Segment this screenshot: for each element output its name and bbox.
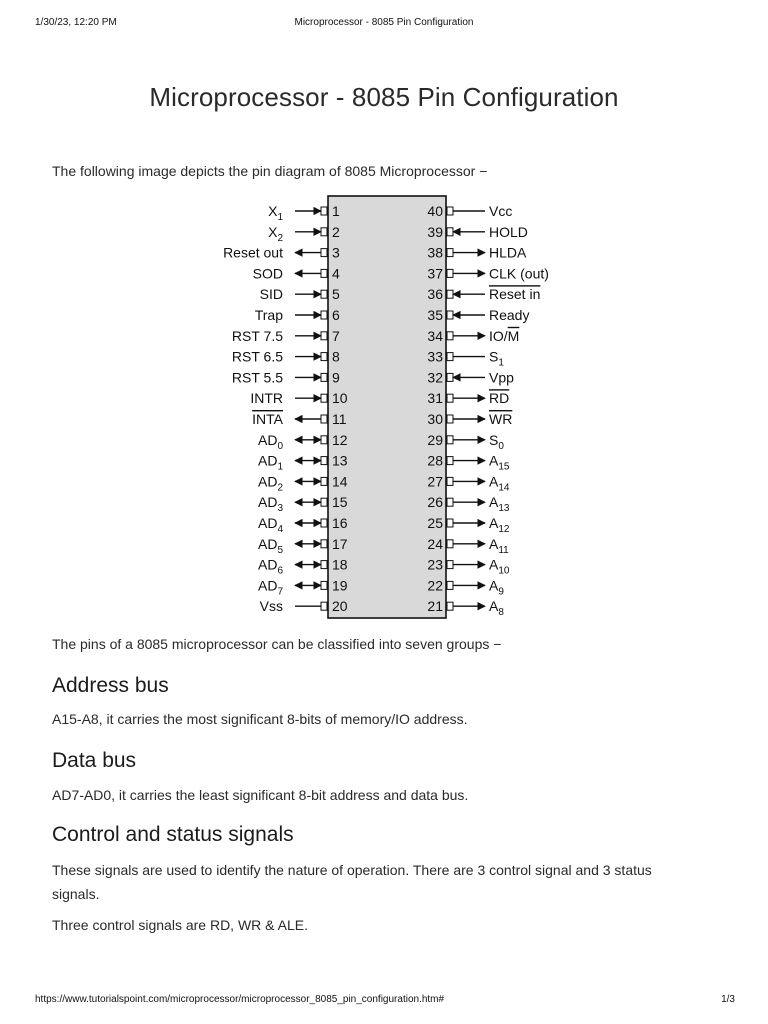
pin-label: RST 6.5 — [231, 348, 283, 365]
pin-38 — [427, 245, 527, 261]
pin-label: SID — [259, 286, 283, 303]
pin-7 — [232, 328, 340, 344]
pin-label: $AD_1$ — [257, 452, 283, 473]
pin-label: $AD_6$ — [257, 556, 283, 577]
pin-pad — [321, 311, 327, 319]
pin-40 — [427, 203, 512, 219]
pin-number: 13 — [332, 452, 348, 469]
pin-number: 18 — [332, 556, 348, 573]
pin-pad — [447, 332, 453, 340]
pin-number: 22 — [427, 577, 443, 594]
pin-number: 5 — [332, 286, 340, 303]
pin-label: $A_{13}$ — [489, 494, 510, 515]
pin-label: RST 5.5 — [231, 369, 283, 386]
pin-pad — [447, 207, 453, 215]
pin-34 — [427, 328, 519, 344]
pin-pad — [447, 561, 453, 569]
pin-label: CLK (out) — [489, 265, 549, 282]
pin-3 — [223, 245, 340, 261]
pin-label: $AD_0$ — [257, 431, 283, 452]
pin-number: 8 — [332, 348, 340, 365]
pin-pad — [321, 519, 327, 527]
pin-label: HLDA — [489, 244, 527, 261]
pin-label: $A_{14}$ — [489, 473, 510, 494]
pin-label: Vpp — [489, 369, 514, 386]
pin-label: Vcc — [489, 203, 513, 219]
pin-pad — [321, 415, 327, 423]
pin-number: 10 — [332, 390, 348, 407]
pin-pad — [321, 228, 327, 236]
pin-number: 24 — [427, 535, 443, 552]
pin-label: $AD_2$ — [257, 473, 283, 494]
pin-label: $A_9$ — [489, 577, 504, 598]
pin-pad — [447, 249, 453, 257]
pin-number: 38 — [427, 244, 443, 261]
pin-10 — [250, 390, 347, 406]
pin-label: Ready — [489, 307, 530, 323]
pin-pad — [321, 498, 327, 506]
pin-label: $AD_3$ — [257, 494, 283, 515]
pin-pad — [321, 373, 327, 381]
pin-pad — [447, 373, 453, 381]
pin-pad — [321, 581, 327, 589]
pin-label: $AD_4$ — [257, 515, 283, 535]
pin-pad — [447, 498, 453, 506]
pin-label: $A_{12}$ — [489, 515, 510, 535]
pin-39 — [427, 224, 527, 240]
pin-label: $A_{15}$ — [489, 452, 510, 473]
pin-number: 36 — [427, 286, 443, 303]
print-datetime: 1/30/23, 12:20 PM — [35, 17, 117, 28]
pin-11 — [252, 411, 347, 427]
pin-number: 14 — [332, 473, 348, 490]
print-url: https://www.tutorialspoint.com/microprocessor/microprocessor_8085_pin_configuration.htm# — [35, 994, 445, 1005]
heading-address-bus: Address bus — [52, 674, 169, 697]
pin-number: 9 — [332, 369, 340, 386]
pin-pad — [447, 581, 453, 589]
pin-number: 35 — [427, 307, 443, 323]
pin-31 — [427, 390, 509, 406]
pin-pad — [321, 457, 327, 465]
pin-number: 17 — [332, 535, 348, 552]
pin-number: 12 — [332, 431, 348, 448]
pin-number: 20 — [332, 598, 348, 615]
pin-label: HOLD — [489, 223, 528, 240]
pin-label: $X_2$ — [268, 223, 283, 244]
pin-pad — [447, 602, 453, 610]
pin-30 — [427, 411, 512, 427]
pin-9 — [232, 369, 340, 385]
pin-pad — [447, 353, 453, 361]
pin-label: INTR — [250, 390, 283, 407]
control-signals-text: Three control signals are RD, WR & ALE. — [52, 917, 308, 933]
pin-number: 4 — [332, 265, 340, 282]
pin-number: 7 — [332, 327, 340, 344]
pin-diagram-8085 — [200, 193, 570, 623]
pin-number: 26 — [427, 494, 443, 511]
pin-number: 15 — [332, 494, 348, 511]
pin-label: $X_1$ — [268, 203, 283, 223]
pin-number: 28 — [427, 452, 443, 469]
pin-number: 32 — [427, 369, 443, 386]
pin-number: 19 — [332, 577, 348, 594]
pin-pad — [447, 415, 453, 423]
pin-number: 21 — [427, 598, 443, 615]
pin-35 — [427, 307, 529, 323]
intro-paragraph: The following image depicts the pin diagram of 8085 Microprocessor − — [52, 163, 488, 179]
pin-8 — [232, 349, 340, 365]
pin-label: INTA — [252, 411, 283, 427]
pin-number: 2 — [332, 223, 340, 240]
pin-pad — [321, 436, 327, 444]
pin-pad — [447, 457, 453, 465]
pin-number: 6 — [332, 307, 340, 323]
pin-number: 40 — [427, 203, 443, 219]
pin-pad — [321, 332, 327, 340]
pin-number: 37 — [427, 265, 443, 282]
data-bus-text: AD7-AD0, it carries the least significant 8-bit address and data bus. — [52, 787, 469, 803]
pin-label: RST 7.5 — [231, 327, 283, 344]
pin-label: $S_0$ — [489, 431, 504, 452]
pin-pad — [321, 561, 327, 569]
heading-data-bus: Data bus — [52, 749, 137, 772]
pin-pad — [321, 249, 327, 257]
classification-paragraph: The pins of a 8085 microprocessor can be classified into seven groups − — [52, 636, 502, 652]
pin-label: $A_{11}$ — [489, 535, 509, 556]
pin-label: Reset in — [489, 286, 541, 303]
pin-pad — [447, 477, 453, 485]
pin-pad — [321, 353, 327, 361]
pin-number: 1 — [332, 203, 340, 219]
pin-20 — [260, 598, 348, 614]
pin-pad — [447, 290, 453, 298]
pin-label: Reset out — [223, 244, 283, 261]
control-status-text-1: These signals are used to identify the nature of operation. There are 3 control signal and 3 status — [52, 862, 652, 878]
pin-number: 30 — [427, 411, 443, 427]
pin-pad — [447, 228, 453, 236]
pin-number: 27 — [427, 473, 443, 490]
pin-number: 23 — [427, 556, 443, 573]
pin-pad — [447, 394, 453, 402]
pin-label: $S_1$ — [489, 348, 504, 369]
pin-pad — [447, 540, 453, 548]
heading-control-status: Control and status signals — [52, 823, 294, 846]
pin-pad — [321, 540, 327, 548]
pin-label: Vss — [259, 598, 283, 615]
pin-pad — [321, 269, 327, 277]
print-page-number: 1/3 — [721, 994, 735, 1005]
pin-4 — [253, 265, 340, 281]
pin-pad — [447, 311, 453, 319]
pin-number: 31 — [427, 390, 443, 407]
control-status-text-2: signals. — [52, 886, 100, 902]
print-page-title: Microprocessor - 8085 Pin Configuration — [294, 17, 474, 28]
pin-pad — [321, 477, 327, 485]
pin-label: SOD — [252, 265, 283, 282]
pin-label: WR — [489, 411, 513, 427]
pin-pad — [447, 436, 453, 444]
pin-number: 39 — [427, 223, 443, 240]
pin-pad — [321, 207, 327, 215]
pin-label: $AD_7$ — [257, 577, 283, 598]
pin-pad — [447, 519, 453, 527]
pin-label: Trap — [254, 307, 283, 323]
pin-32 — [427, 369, 514, 385]
pin-number: 11 — [332, 411, 347, 427]
pin-number: 3 — [332, 244, 340, 261]
pin-pad — [321, 290, 327, 298]
pin-number: 16 — [332, 515, 348, 531]
pin-number: 29 — [427, 431, 443, 448]
pin-pad — [321, 394, 327, 402]
pin-label: $A_8$ — [489, 598, 504, 619]
pin-pad — [321, 602, 327, 610]
pin-number: 33 — [427, 348, 443, 365]
pin-label: $A_{10}$ — [489, 556, 510, 577]
page-title: Microprocessor - 8085 Pin Configuration — [149, 82, 619, 112]
pin-label: $AD_5$ — [257, 535, 283, 556]
pin-label: RD — [489, 390, 510, 407]
address-bus-text: A15-A8, it carries the most significant 8-bits of memory/IO address. — [52, 711, 468, 727]
pin-number: 25 — [427, 515, 443, 531]
pin-number: 34 — [427, 327, 443, 344]
pin-pad — [447, 269, 453, 277]
pin-label: IO/M — [489, 327, 520, 344]
